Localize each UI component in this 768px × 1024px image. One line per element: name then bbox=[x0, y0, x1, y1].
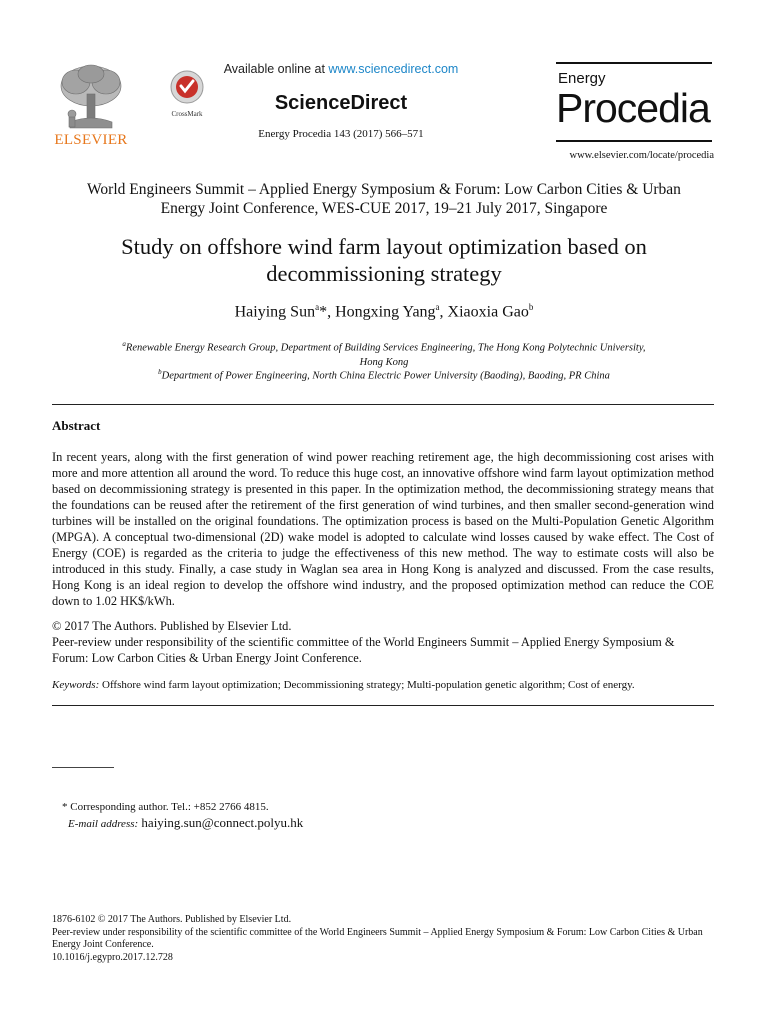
keywords-list: Offshore wind farm layout optimization; Decommissioning strategy; Multi-population genetic algorithm; Cost of energy. bbox=[99, 679, 635, 691]
abstract-heading: Abstract bbox=[52, 418, 101, 433]
author-list bbox=[40, 302, 728, 321]
title-line: decommissioning strategy bbox=[266, 261, 502, 286]
journal-logo-top-rule bbox=[556, 62, 712, 64]
author-separator: *, bbox=[319, 303, 336, 321]
abstract-bottom-rule bbox=[52, 705, 714, 706]
peer-review-notice: Peer-review under responsibility of the scientific committee of the World Engineers Summit – Applied Energy Symposium & Forum: Low Carbon Cities & Urban Energy Joint Conference. bbox=[52, 635, 675, 665]
author-affil-mark: a bbox=[435, 302, 440, 312]
abstract-body: In recent years, along with the first generation of wind power reaching retirement age, the high decommissioning cost arises with more and more attention all around the word. To reduce this huge cost, an innovative offshore wind farm layout optimization method based on decommissioning strategy is presented in this paper. In the optimization method, the decommissioning strategy means that the foundations can be reused after the retirement of the first generation of wind turbines, and then smaller second-generation wind turbines will be installed on the original foundations. The optimization process is based on the Multi-Population Genetic Algorithm (MPGA). A conceptual two-dimensional (2D) wake model is adopted to calculate wind losses caused by wake effect. The Cost of Energy (COE) is regarded as the criteria to judge the effectiveness of this new method. The way to estimate costs will also be introduced in this study. Finally, a case study in Waglan sea area in Hong Kong is analyzed and discussed. From the case results, Hong Kong is an ideal region to develop the offshore wind industry, and the proposed optimization method can reduce the COE down to 1.02 HK$/kWh. bbox=[52, 450, 714, 608]
author-affil-mark: b bbox=[528, 302, 534, 312]
author-name: Hongxing Yang bbox=[335, 303, 436, 321]
author-name: Haiying Sun bbox=[234, 303, 316, 321]
conference-line: Energy Joint Conference, WES-CUE 2017, 19–21 July 2017, Singapore bbox=[160, 200, 608, 217]
elsevier-wordmark: ELSEVIER bbox=[54, 132, 128, 148]
email-line bbox=[68, 815, 303, 831]
author-affil-mark: a bbox=[315, 302, 320, 312]
paper-title bbox=[40, 233, 728, 287]
tree-icon bbox=[52, 62, 130, 132]
affiliation-mark: a bbox=[122, 340, 126, 348]
crossmark-label: CrossMark bbox=[171, 110, 203, 118]
crossmark-badge[interactable] bbox=[162, 70, 212, 118]
affiliation-mark: b bbox=[158, 368, 162, 376]
affiliation-text: Renewable Energy Research Group, Department of Building Services Engineering, The Hong Kong Polytechnic University, bbox=[125, 342, 646, 354]
journal-url[interactable]: www.elsevier.com/locate/procedia bbox=[569, 150, 714, 161]
affiliation-b bbox=[90, 365, 678, 384]
corresponding-author: * Corresponding author. Tel.: +852 2766 4815. bbox=[62, 801, 269, 813]
crossmark-icon bbox=[170, 70, 204, 104]
sciencedirect-link[interactable]: www.sciencedirect.com bbox=[328, 62, 459, 76]
doi[interactable]: 10.1016/j.egypro.2017.12.728 bbox=[52, 951, 173, 963]
page-footer bbox=[52, 914, 714, 964]
conference-info bbox=[40, 180, 728, 218]
available-prefix: Available online at bbox=[223, 62, 329, 76]
journal-logo-bottom-rule bbox=[556, 140, 712, 142]
journal-reference: Energy Procedia 143 (2017) 566–571 bbox=[258, 128, 424, 140]
sciencedirect-brand: ScienceDirect bbox=[274, 92, 408, 114]
available-online-line bbox=[210, 62, 472, 76]
email-address[interactable]: haiying.sun@connect.polyu.hk bbox=[138, 815, 304, 830]
journal-name-large: Procedia bbox=[556, 85, 710, 131]
copyright-block bbox=[52, 618, 714, 666]
title-line: Study on offshore wind farm layout optimization based on bbox=[121, 234, 647, 259]
author-separator: , bbox=[439, 303, 448, 321]
email-label: E-mail address: bbox=[68, 818, 139, 830]
issn-line: 1876-6102 © 2017 The Authors. Published by Elsevier Ltd. bbox=[52, 914, 292, 925]
conference-line: World Engineers Summit – Applied Energy Symposium & Forum: Low Carbon Cities & Urban bbox=[87, 181, 681, 198]
affiliation-line bbox=[90, 337, 678, 356]
journal-name-small: Energy bbox=[558, 70, 606, 87]
copyright-notice: © 2017 The Authors. Published by Elsevier Ltd. bbox=[52, 619, 292, 633]
abstract-top-rule bbox=[52, 404, 714, 405]
footnote-rule bbox=[52, 767, 114, 768]
keywords-label: Keywords: bbox=[52, 679, 100, 691]
affiliation-text: Department of Power Engineering, North China Electric Power University (Baoding), Baoding, PR China bbox=[161, 370, 610, 382]
footer-peer-review: Peer-review under responsibility of the scientific committee of the World Engineers Summit – Applied Energy Symposium & Forum: Low Carbon Cities & Urban Energy Joint Conference. bbox=[52, 926, 703, 950]
affiliation-line: Hong Kong bbox=[359, 356, 409, 368]
author-name: Xiaoxia Gao bbox=[447, 303, 529, 321]
keywords bbox=[52, 679, 714, 691]
